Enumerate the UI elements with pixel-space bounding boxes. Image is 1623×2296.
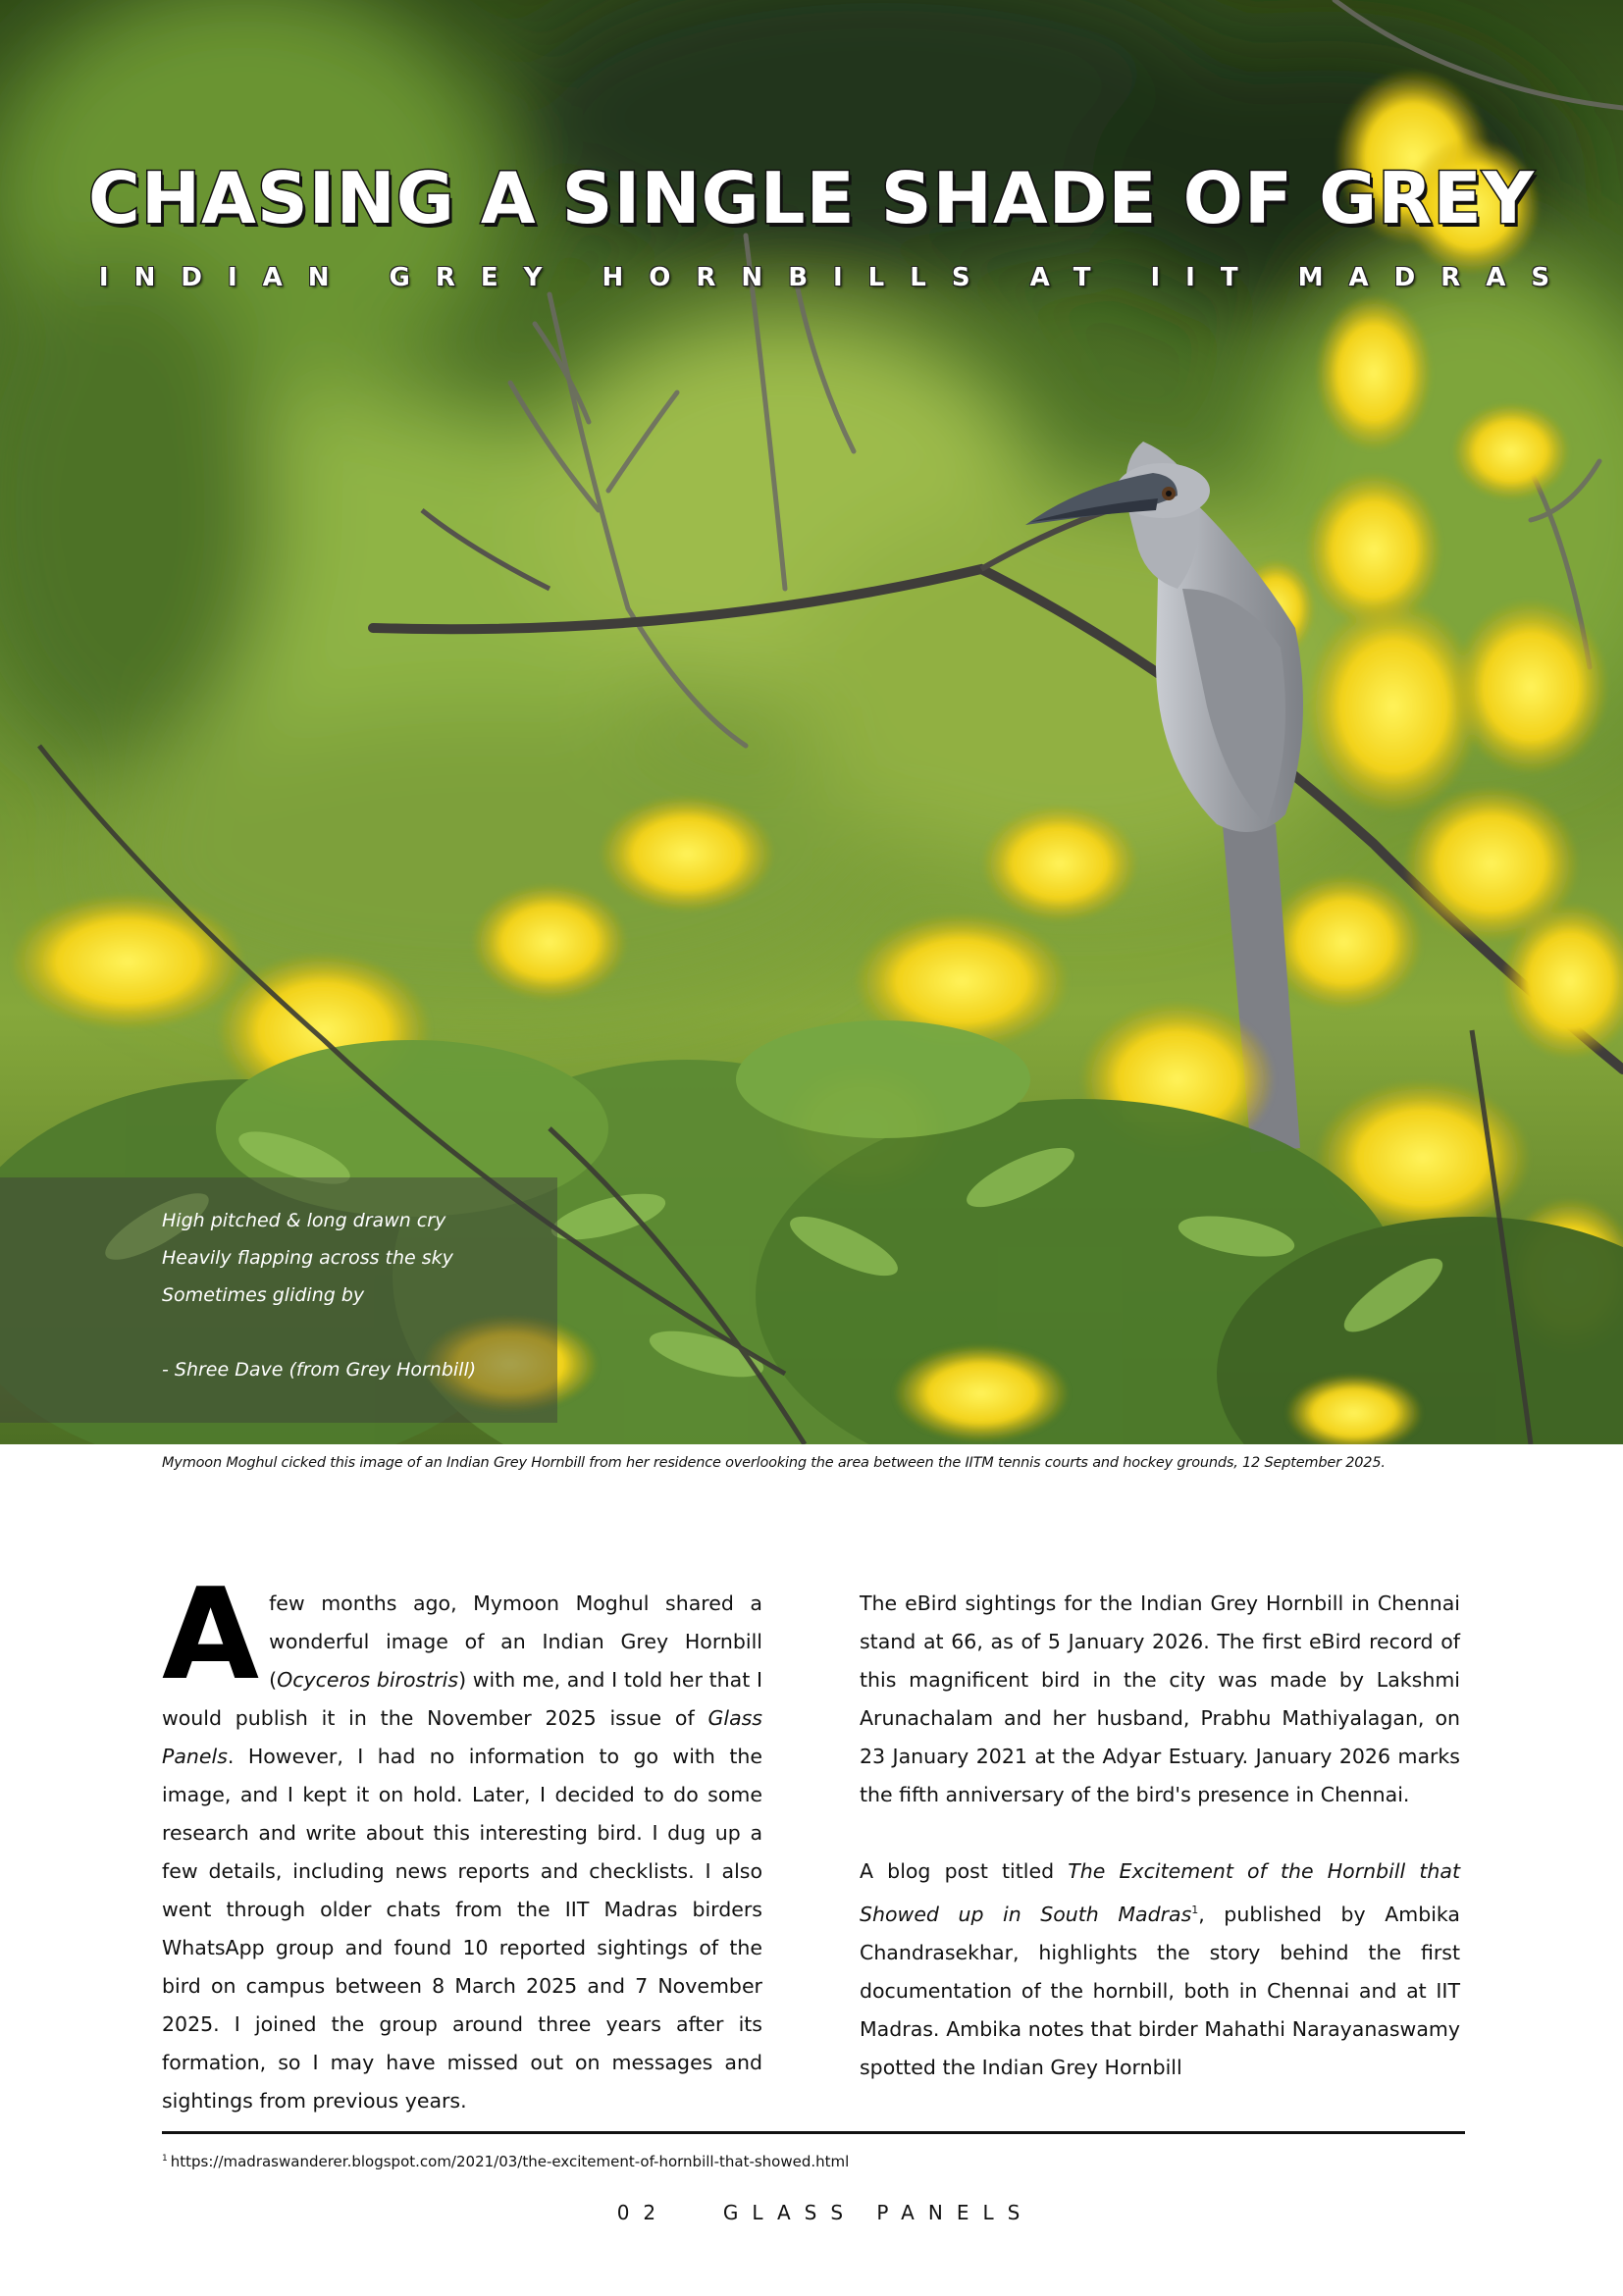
blog-title: The Excitement of the Hornbill that Showed up in South Madras [860, 1859, 1460, 1926]
text-run: few months ago, Mymoon Moghul shared a wonderful image of an Indian Grey Hornbill ( [269, 1592, 762, 1692]
poem-line-1: High pitched & long drawn cry [162, 1210, 446, 1231]
text-run: . However, I had no information to go with the image, and I kept it on hold. Later, I decided to do some research and write about this interesting bird. I dug up a few details, including news reports and checklists. I also went through older chats from the IIT Madras birders WhatsApp group and found 10 reported sightings of the bird on campus between 8 March 2025 and 7 November 2025. I joined the group around three years after its formation, so I may have missed out on messages and sightings from previous years. [162, 1745, 762, 2113]
publication-name: Glass Panels [162, 1706, 762, 1768]
paragraph [162, 1562, 762, 2120]
publication-name-footer: GLASS PANELS [722, 2201, 1034, 2224]
drop-cap: A [162, 1562, 260, 1708]
text-run: , published by Ambika Chandrasekhar, highlights the story behind the first documentation of the hornbill, both in Chennai and at IIT Madras. Ambika notes that birder Mahathi Narayanaswamy spotted the Indian Grey Hornbill [860, 1902, 1460, 2079]
article-title: CHASING A SINGLE SHADE OF GREY [88, 157, 1535, 239]
article-column-right [860, 1585, 1460, 2087]
page-number: 02 [616, 2201, 670, 2224]
footnote-marker: 1 [162, 2154, 168, 2164]
text-run: ) with me, and I told her that I would publish it in the November 2025 issue of [162, 1668, 762, 1730]
page-footer [0, 2201, 1623, 2224]
photo-caption: Mymoon Moghul cicked this image of an Indian Grey Hornbill from her residence overlooking the area between the IITM tennis courts and hockey grounds, 12 September 2025. [162, 1455, 1386, 1471]
poem-line-2: Heavily flapping across the sky [162, 1247, 453, 1269]
poem-line-3: Sometimes gliding by [162, 1284, 365, 1306]
article-subtitle: INDIAN GREY HORNBILLS AT IIT MADRAS [98, 263, 1576, 292]
article-column-left [162, 1562, 762, 2120]
footnote-divider [162, 2131, 1465, 2134]
text-run: A blog post titled [860, 1859, 1069, 1883]
footnote [162, 2147, 849, 2173]
footnote-url[interactable]: https://madraswanderer.blogspot.com/2021/03/the-excitement-of-hornbill-that-showed.html [170, 2153, 850, 2170]
poem-quote [162, 1202, 574, 1388]
poem-attribution: - Shree Dave (from Grey Hornbill) [162, 1359, 477, 1381]
paragraph [860, 1852, 1460, 2087]
scientific-name: Ocyceros birostris [277, 1668, 459, 1692]
poem-spacer [162, 1314, 574, 1351]
footnote-ref[interactable]: 1 [1191, 1904, 1199, 1916]
paragraph: The eBird sightings for the Indian Grey Hornbill in Chennai stand at 66, as of 5 January 2026. The first eBird record of this magnificent bird in the city was made by Lakshmi Arunachalam and her husband, Prabhu Mathiyalagan, on 23 January 2021 at the Adyar Estuary. January 2026 marks the fifth anniversary of the bird's presence in Chennai. [860, 1592, 1460, 1806]
